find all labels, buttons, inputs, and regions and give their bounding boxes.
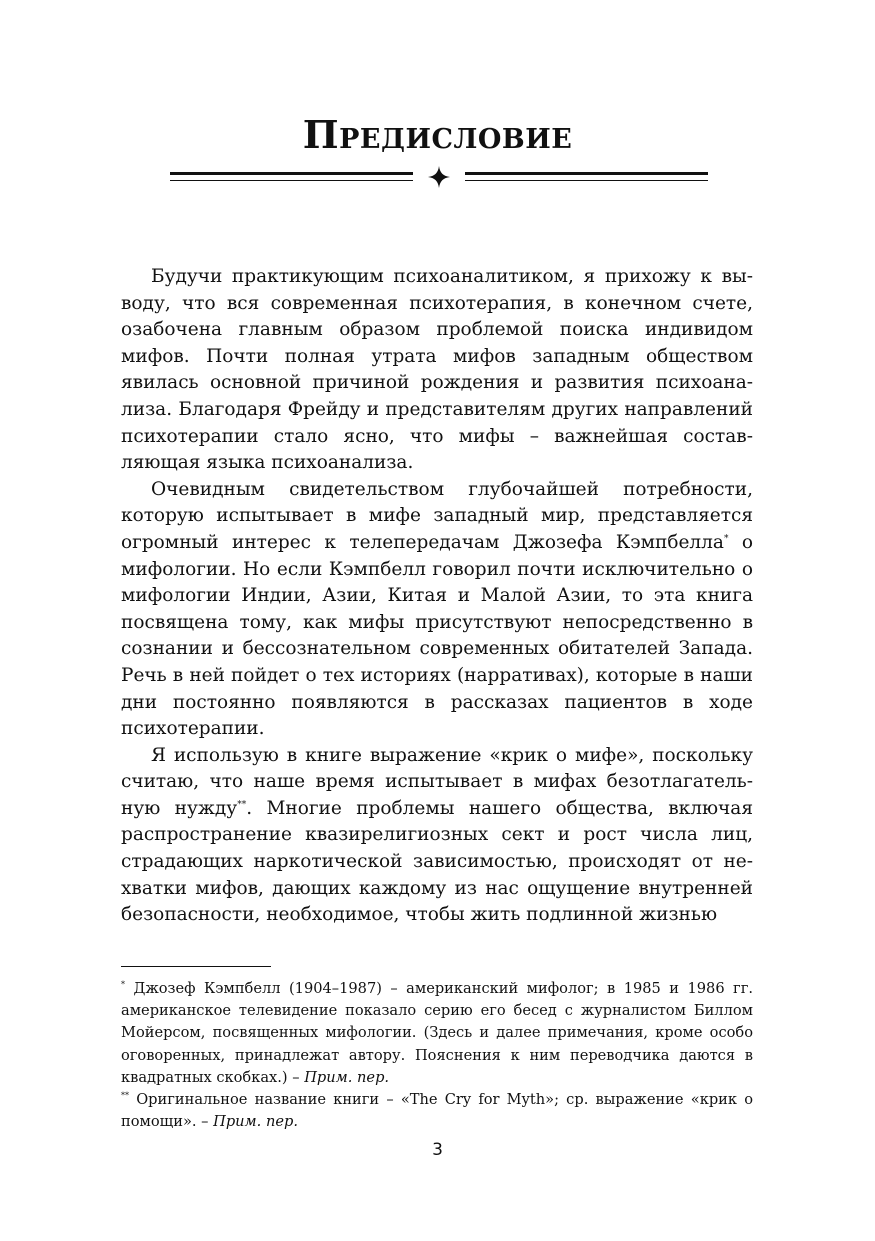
- paragraph-1: [121, 264, 753, 477]
- footnote-marker: **: [121, 1091, 129, 1101]
- footnote-text: Джозеф Кэмпбелл (1904–1987) – американский мифолог; в 1985 и 1986 гг. американское телевидение показало серию его бесед с журналистом Биллом Мойерсом, посвященных мифологии. (Здесь и далее примечания, кроме особо оговоренных, принадлежат автору. Пояснения к ним переводчика даются в квадратных скобках.) –: [121, 980, 753, 1086]
- footnote-ref-1[interactable]: *: [723, 533, 729, 544]
- paragraph-2: [121, 477, 753, 743]
- paragraph-text: Очевидным свидетельством глубочайшей потребности, которую испытывает в мифе западный мир, представляется огромный интерес к телепередачам Джозефа Кэмпбелла: [121, 478, 753, 553]
- footnote-1: [121, 978, 753, 1089]
- translator-note: Прим. пер.: [304, 1068, 390, 1086]
- footnote-text: Оригинальное название книги – «The Cry for Myth»; ср. выражение «крик о помощи». –: [121, 1091, 753, 1131]
- footnote-2: [121, 1089, 753, 1133]
- footnote-divider: [121, 966, 271, 967]
- four-point-star-icon: [428, 166, 450, 188]
- footnote-ref-2[interactable]: **: [237, 799, 247, 810]
- paragraph-3: [121, 743, 753, 929]
- body-text: [121, 264, 753, 929]
- ornament-left-rule: [170, 172, 413, 181]
- footnote-marker: *: [121, 980, 125, 989]
- paragraph-text: о мифологии. Но если Кэмпбелл говорил почти исключительно о мифологии Индии, Азии, Китая и Малой Азии, то эта книга посвящена тому, как мифы присутствуют непосредственно в сознании и бессознательном современных обитателей Запада. Речь в ней пойдет о тех историях (нарративах), которые в наши дни постоянно появляются в рассказах пациентов в ходе психотерапии.: [121, 531, 753, 740]
- chapter-title: Предисловие: [302, 112, 573, 157]
- page-number: 3: [432, 1140, 443, 1160]
- ornament-right-rule: [465, 172, 708, 181]
- translator-note: Прим. пер.: [213, 1113, 298, 1131]
- paragraph-text: . Многие проблемы нашего общества, включая распространение квазирелигиозных сект и рост числа лиц, страдающих наркотической зависимостью, происходят от нехватки мифов, дающих каждому из нас ощущение внутренней безопасности, необходимое, чтобы жить подлинной жизнью: [121, 797, 753, 926]
- paragraph-text: Будучи практикующим психоаналитиком, я прихожу к выводу, что вся современная психотерапия, в конечном счете, озабочена главным образом проблемой поиска индивидом мифов. Почти полная утрата мифов западным обществом явилась основной причиной рождения и развития психоанализа. Благодаря Фрейду и представителям других направлений психотерапии стало ясно, что мифы – важнейшая составляющая языка психоанализа.: [121, 266, 753, 474]
- title-ornament: [170, 166, 708, 188]
- paragraph-text: Я использую в книге выражение «крик о мифе», поскольку считаю, что наше время испытывает в мифах безотлагательную нужду: [121, 744, 753, 819]
- footnotes: [121, 978, 753, 1133]
